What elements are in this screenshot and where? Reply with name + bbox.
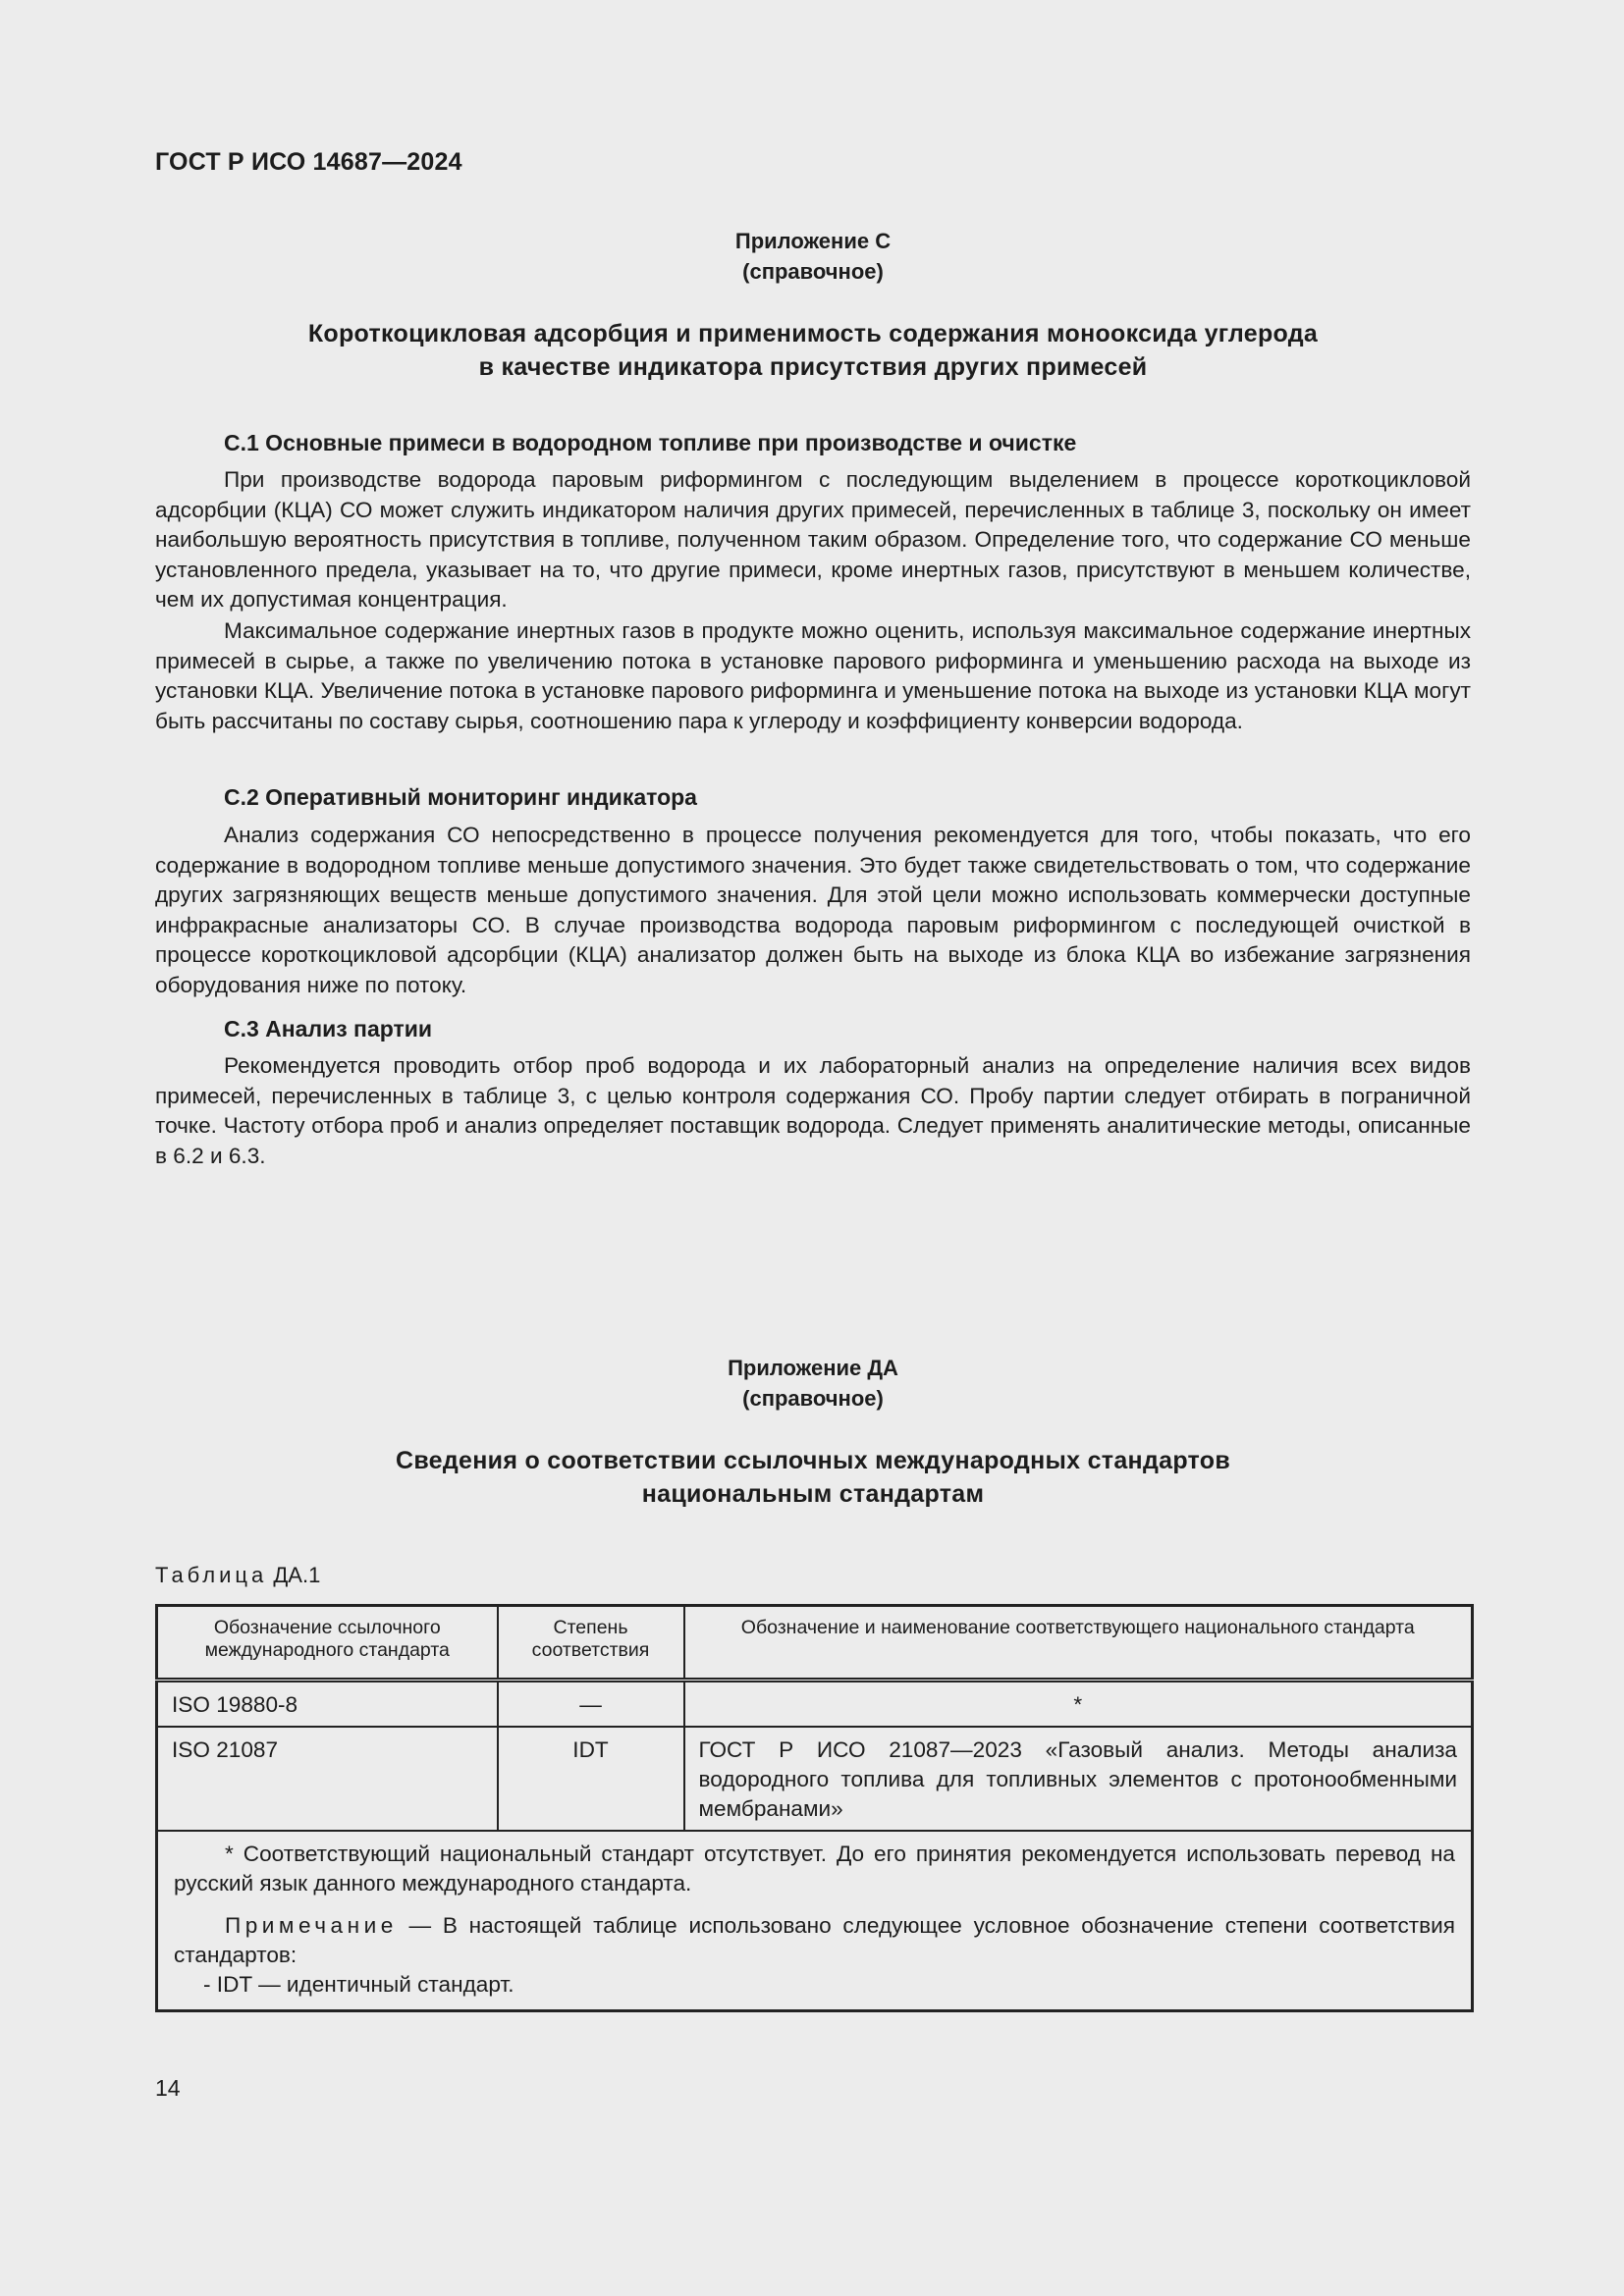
table-row (157, 1727, 1473, 1831)
note-list-item: - IDT — идентичный стандарт. (203, 1972, 514, 1997)
annex-c-label: Приложение С (734, 229, 892, 253)
annex-da-title-line2: национальным стандартам (641, 1480, 985, 1508)
column-header: Степень соответствия (498, 1606, 684, 1681)
table-header-row (157, 1606, 1473, 1681)
table-cell: ISO 21087 (157, 1727, 498, 1831)
section-c1-heading: С.1 Основные примеси в водородном топливе при производстве и очистке (224, 430, 1077, 455)
table-row (157, 1681, 1473, 1728)
column-header: Обозначение и наименование соответствующего национального стандарта (684, 1606, 1473, 1681)
table-caption (155, 1563, 320, 1588)
table-cell: * (684, 1681, 1473, 1728)
annex-c-heading (155, 226, 1471, 287)
annex-da-title (155, 1444, 1471, 1511)
page-number: 14 (155, 2075, 181, 2101)
annex-da-title-line1: Сведения о соответствии ссылочных международных стандартов (395, 1447, 1231, 1474)
section-c3-paragraph-1: Рекомендуется проводить отбор проб водорода и их лабораторный анализ на определение наличия всех видов примесей, перечисленных в таблице 3, с целью контроля содержания СО. Пробу партии следует отбирать в пограничной точке. Частоту отбора проб и анализ определяет поставщик водорода. Следует применять аналитические методы, описанные в 6.2 и 6.3. (155, 1053, 1471, 1168)
correspondence-table (155, 1604, 1474, 2012)
annex-c-title (155, 317, 1471, 384)
section-c1-paragraph-1: При производстве водорода паровым риформингом с последующим выделением в процессе короткоцикловой адсорбции (КЦА) СО может служить индикатором наличия других примесей, перечисленных в таблице 3, поскольку он имеет наибольшую вероятность присутствия в топливе, полученном таким образом. Определение того, что содержание СО меньше установленного предела, указывает на то, что другие примеси, кроме инертных газов, присутствуют в меньшем количестве, чем их допустимая концентрация. (155, 467, 1471, 612)
table-caption-id: ДА.1 (273, 1563, 321, 1587)
table-caption-word: Таблица (155, 1563, 268, 1587)
table-cell: — (498, 1681, 684, 1728)
table-cell: ГОСТ Р ИСО 21087—2023 «Газовый анализ. Методы анализа водородного топлива для топливных элементов с протонообменными мембранами» (684, 1727, 1473, 1831)
annex-da-heading (155, 1353, 1471, 1414)
annex-c-title-line2: в качестве индикатора присутствия других примесей (478, 353, 1148, 381)
table-note (174, 1911, 1455, 1970)
table-footer-row (157, 1831, 1473, 2011)
note-label: Примечание (225, 1913, 398, 1938)
document-designation: ГОСТ Р ИСО 14687—2024 (155, 148, 462, 176)
annex-da-label: Приложение ДА (728, 1356, 898, 1380)
note-text: — В настоящей таблице использовано следующее условное обозначение степени соответствия стандартов: (174, 1913, 1455, 1967)
section-c1-paragraph-2: Максимальное содержание инертных газов в продукте можно оценить, используя максимальное содержание инертных примесей в сырье, а также по увеличению потока в установке парового риформинга и уменьшению расхода на выходе из установки КЦА. Увеличение потока в установке парового риформинга и уменьшение потока на выходе из установки КЦА могут быть рассчитаны по составу сырья, соотношению пара к углероду и коэффициенту конверсии водорода. (155, 618, 1471, 733)
section-c3-heading: С.3 Анализ партии (224, 1016, 433, 1041)
table-footnote: * Соответствующий национальный стандарт отсутствует. До его принятия рекомендуется использовать перевод на русский язык данного международного стандарта. (174, 1842, 1455, 1896)
table-footnotes (157, 1831, 1473, 2011)
section-c2-heading: С.2 Оперативный мониторинг индикатора (224, 784, 697, 810)
section-c2-paragraph-1: Анализ содержания СО непосредственно в процессе получения рекомендуется для того, чтобы показать, что его содержание в водородном топливе меньше допустимого значения. Это будет также свидетельствовать о том, что содержание других загрязняющих веществ меньше допустимого значения. Для этой цели можно использовать коммерчески доступные инфракрасные анализаторы СО. В случае производства водорода паровым риформингом с последующей очисткой в процессе короткоцикловой адсорбции (КЦА) анализатор должен быть на выходе из блока КЦА во избежание загрязнения оборудования ниже по потоку. (155, 823, 1471, 997)
annex-da-status: (справочное) (742, 1386, 884, 1411)
table-cell: ISO 19880-8 (157, 1681, 498, 1728)
column-header: Обозначение ссылочного международного стандарта (157, 1606, 498, 1681)
table-cell: IDT (498, 1727, 684, 1831)
annex-c-status: (справочное) (742, 259, 884, 284)
annex-c-title-line1: Короткоцикловая адсорбция и применимость содержания монооксида углерода (307, 320, 1319, 347)
